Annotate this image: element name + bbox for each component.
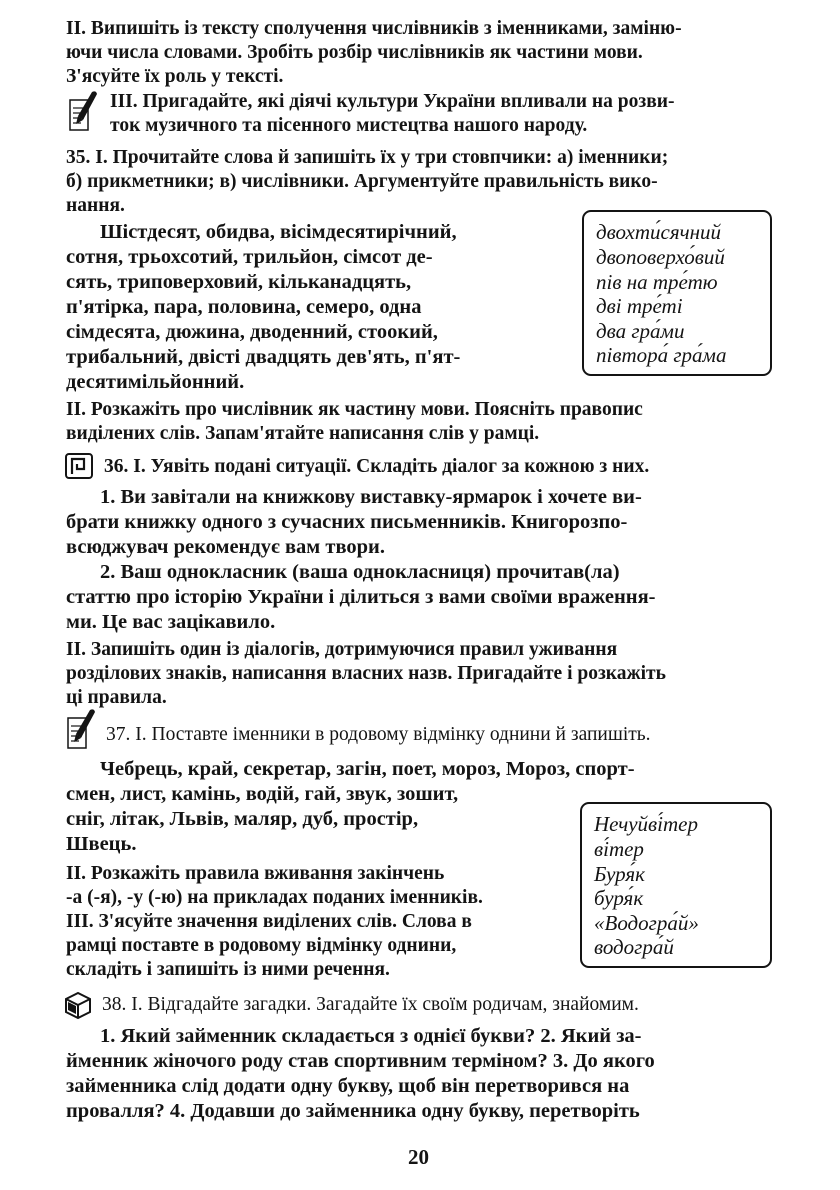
ex36-situation1-line3: всюджувач рекомендує вам твори.	[66, 536, 385, 558]
ex35-words-line5: сімдесята, дюжина, дводенний, стоокий,	[66, 321, 438, 343]
ex35-word-frame	[582, 210, 772, 376]
frame-word: Нечуйві́тер	[594, 812, 698, 836]
ex35-task1-line3: нання.	[66, 195, 125, 216]
ex34-task3-line1: III. Пригадайте, які діячі культури України впливали на розви-	[110, 91, 675, 112]
ex34-task2-line1: II. Випишіть із тексту сполучення числівників з іменниками, заміню-	[66, 18, 682, 39]
ex36-situation2-line1: 2. Ваш однокласник (ваша однокласниця) прочитав(ла)	[100, 561, 620, 583]
ex37-words-line3: сніг, літак, Львів, маляр, дуб, простір,	[66, 808, 419, 830]
ex37-task3-line2: рамці поставте в родовому відмінку однини,	[66, 935, 457, 956]
pen-writing-icon	[66, 88, 100, 132]
ex37-word-frame	[580, 802, 772, 968]
ex36-situation2-line3: ми. Це вас зацікавило.	[66, 611, 276, 633]
ex35-task2-line2: виділених слів. Запам'ятайте написання слів у рамці.	[66, 423, 540, 444]
ex36-situation1-line1: 1. Ви завітали на книжкову виставку-ярмарок і хочете ви-	[100, 486, 642, 508]
ex36-task2-line2: розділових знаків, написання власних назв. Пригадайте і розкажіть	[66, 663, 666, 684]
ex36-situation2-line2: статтю про історію України і ділиться з вами своїми враження-	[66, 586, 656, 608]
frame-word: ві́тер	[594, 837, 644, 861]
ex37-words-line4: Швець.	[66, 833, 137, 855]
frame-word: пів на тре́тю	[596, 270, 718, 294]
ex34-task3-line2: ток музичного та пісенного мистецтва нашого народу.	[110, 115, 588, 136]
ex35-words-line1: Шістдесят, обидва, вісімдесятирічний,	[100, 221, 457, 243]
frame-word: дві тре́ті	[596, 294, 683, 318]
ex38-text-line4: провалля? 4. Додавши до займенника одну букву, перетворіть	[66, 1100, 640, 1122]
ex34-task2-line2: ючи числа словами. Зробіть розбір числівників як частини мови.	[66, 42, 643, 63]
ex35-words-line4: п'ятірка, пара, половина, семеро, одна	[66, 296, 422, 318]
ex38-text-line2: йменник жіночого роду став спортивним терміном? 3. До якого	[66, 1050, 655, 1072]
frame-word: два гра́ми	[596, 319, 685, 343]
ex37-task2-line2: -а (-я), -у (-ю) на прикладах поданих іменників.	[66, 887, 483, 908]
frame-word: «Водогра́й»	[594, 911, 699, 935]
ex35-task1-line1: 35. I. Прочитайте слова й запишіть їх у три стовпчики: а) іменники;	[66, 147, 669, 168]
ex35-words-line3: сять, триповерховий, кільканадцять,	[66, 271, 412, 293]
frame-word: Буря́к	[594, 862, 645, 886]
ex37-words-line1: Чебрець, край, секретар, загін, поет, мороз, Мороз, спорт-	[100, 758, 635, 780]
pen-writing-icon	[64, 706, 98, 750]
ex37-task3-line3: складіть і запишіть із ними речення.	[66, 959, 390, 980]
ex35-words-line2: сотня, трьохсотий, трильйон, сімсот де-	[66, 246, 433, 268]
ex38-text-line1: 1. Який займенник складається з однієї букви? 2. Який за-	[100, 1025, 642, 1047]
ex35-task1-line2: б) прикметники; в) числівники. Аргументуйте правильність вико-	[66, 171, 658, 192]
cube-riddle-icon	[62, 990, 94, 1020]
ex37-task2-line1: II. Розкажіть правила вживання закінчень	[66, 863, 445, 884]
ex34-task2-line3: З'ясуйте їх роль у тексті.	[66, 66, 284, 87]
ex36-task2-line3: ці правила.	[66, 687, 167, 708]
ex35-words-line6: трибальний, двісті двадцять дев'ять, п'ят-	[66, 346, 461, 368]
ex36-task1: 36. I. Уявіть подані ситуації. Складіть діалог за кожною з них.	[104, 456, 650, 477]
frame-word: буря́к	[594, 886, 644, 910]
ex37-task3-line1: III. З'ясуйте значення виділених слів. Слова в	[66, 911, 472, 932]
ex35-words-line7: десятимільйонний.	[66, 371, 245, 393]
book-dialog-icon	[64, 452, 96, 480]
frame-word: півтора́ гра́ма	[596, 343, 727, 367]
ex36-situation1-line2: брати книжку одного з сучасних письменників. Книгорозпо-	[66, 511, 628, 533]
ex37-task1: 37. I. Поставте іменники в родовому відмінку однини й запишіть.	[106, 724, 651, 745]
page-number: 20	[408, 1145, 429, 1169]
ex38-text-line3: займенника слід додати одну букву, щоб він перетворився на	[66, 1075, 630, 1097]
ex38-task1: 38. I. Відгадайте загадки. Загадайте їх своїм родичам, знайомим.	[102, 994, 639, 1015]
ex37-words-line2: смен, лист, камінь, водій, гай, звук, зошит,	[66, 783, 459, 805]
frame-word: двоповерхо́вий	[596, 245, 725, 269]
frame-word: двохти́сячний	[596, 220, 722, 244]
frame-word: водогра́й	[594, 935, 674, 959]
ex35-task2-line1: II. Розкажіть про числівник як частину мови. Поясніть правопис	[66, 399, 643, 420]
ex36-task2-line1: II. Запишіть один із діалогів, дотримуючися правил уживання	[66, 639, 618, 660]
